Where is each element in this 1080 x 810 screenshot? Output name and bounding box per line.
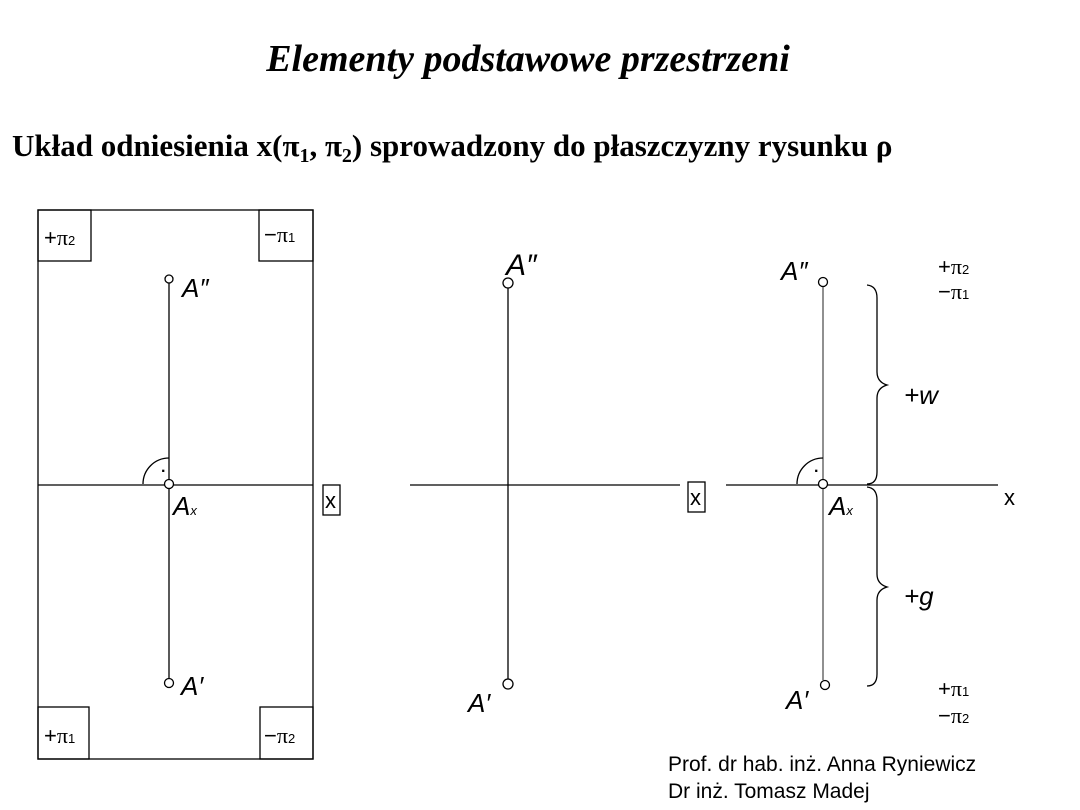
label-ax-1: Ax — [173, 491, 197, 521]
quadrant-label-tr: −π1 — [264, 222, 296, 247]
x-label-1: x — [325, 488, 336, 513]
point-ax-1 — [165, 480, 174, 489]
slide-title: Elementy podstawowe przestrzeni — [266, 38, 790, 80]
point-ax-3 — [819, 480, 828, 489]
subtitle-pi: π — [282, 128, 300, 163]
right-angle-dot-3: · — [814, 463, 820, 480]
quadrant-label-tl: +π2 — [44, 225, 76, 250]
label-a-first-3: A′ — [786, 685, 809, 715]
point-a-first-3 — [821, 681, 830, 690]
author-line-2: Dr inż. Tomasz Madej — [668, 780, 870, 803]
label-a-first-2: A′ — [468, 688, 491, 718]
subtitle-sep: , — [309, 128, 325, 163]
x-label-2: x — [690, 485, 701, 510]
subtitle-suffix: ) sprowadzony do płaszczyzny rysunku — [351, 128, 876, 163]
label-a-first-1: A′ — [181, 671, 204, 701]
point-a-second-3 — [819, 278, 828, 287]
diagram-2-labels — [466, 249, 701, 718]
diagram-2 — [410, 278, 705, 689]
annotation-minus-pi2: −π2 — [938, 703, 970, 728]
point-a-first-2 — [503, 679, 513, 689]
label-a-second-1: A″ — [182, 273, 209, 303]
lower-brace — [867, 487, 887, 686]
annotation-plus-pi1: +π1 — [938, 676, 970, 701]
right-angle-dot-1: · — [161, 463, 167, 480]
point-a-second-1 — [165, 275, 173, 283]
region-label-w: +w — [904, 380, 938, 410]
upper-brace — [867, 285, 887, 484]
diagram-3 — [726, 278, 998, 690]
author-line-1: Prof. dr hab. inż. Anna Ryniewicz — [668, 753, 977, 776]
annotation-plus-pi2: +π2 — [938, 254, 970, 279]
x-label-3: x — [1004, 485, 1015, 510]
subtitle-sub1: 1 — [299, 145, 310, 167]
label-ax-3: Ax — [829, 491, 853, 521]
annotation-minus-pi1: −π1 — [938, 279, 970, 304]
label-a-second-3: A″ — [781, 256, 808, 286]
quadrant-label-bl: +π1 — [44, 723, 76, 748]
subtitle-prefix: Układ odniesienia x( — [12, 128, 283, 163]
subtitle-sub2: 2 — [341, 145, 352, 167]
diagram-3-labels — [779, 254, 1015, 728]
subtitle-rho: ρ — [875, 128, 893, 163]
authors-block — [668, 751, 976, 805]
subtitle-pi-2: π — [324, 128, 342, 163]
region-label-g: +g — [904, 581, 934, 611]
point-a-first-1 — [165, 679, 174, 688]
label-a-second-2: A″ — [506, 249, 537, 282]
quadrant-label-br: −π2 — [264, 723, 296, 748]
